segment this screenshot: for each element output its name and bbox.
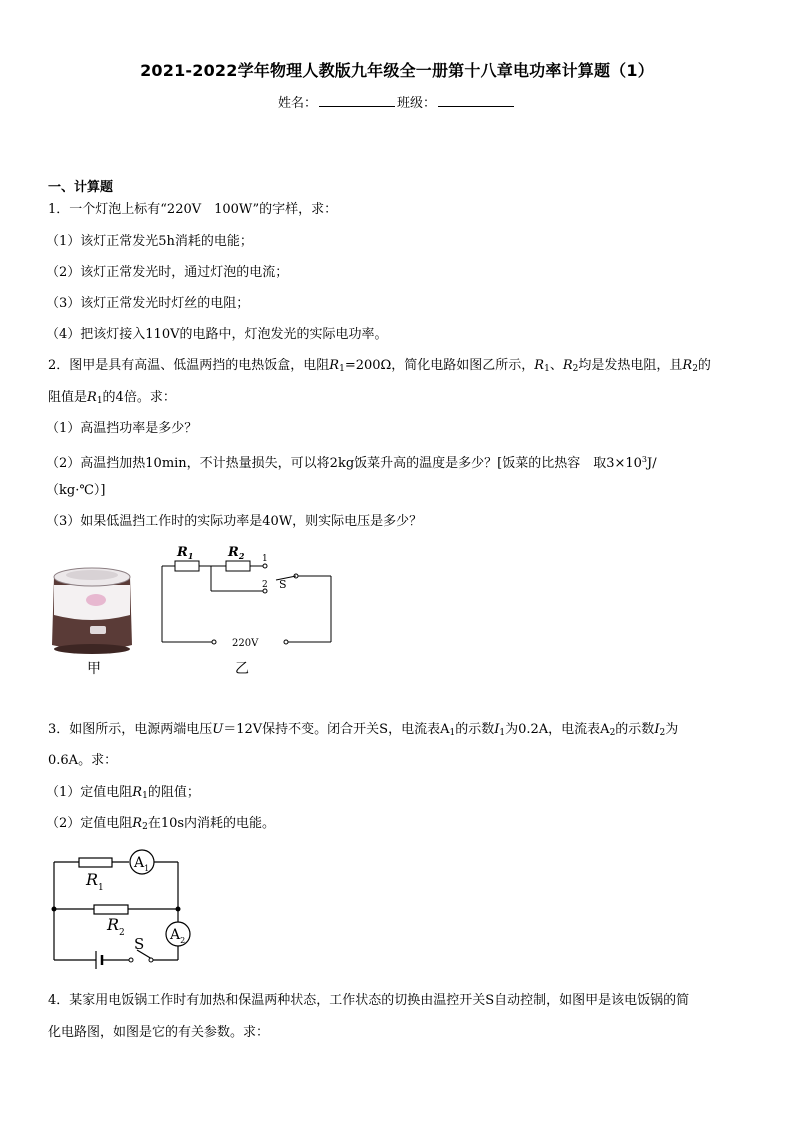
fig-label-yi: 乙 (235, 661, 249, 677)
resistor-r1 (175, 561, 199, 571)
source-220v-label: 220V (232, 638, 259, 649)
q3-part-1: （1）定值电阻$R_1$的阻值； (46, 785, 200, 801)
rice-cooker-image (52, 568, 132, 654)
q2-r2-label: $R_2$ (228, 545, 245, 561)
q2-part-1: （1）高温挡功率是多少？ (46, 421, 198, 436)
q2-r1-label: $R_1$ (177, 545, 194, 561)
q1-part-4: （4）把该灯接入110V的电路中，灯泡发光的实际电功率。 (46, 327, 388, 342)
resistor-r2 (94, 905, 128, 914)
q3-r1-label: $R_1$ (86, 870, 104, 893)
name-class-bar (0, 92, 794, 111)
q2-part-2-cont: （kg·℃）] (46, 483, 106, 498)
q4-stem-line2: 化电路图，如图是它的有关参数。求： (48, 1025, 270, 1040)
section-title: 一、计算题 (48, 180, 114, 195)
q3-r2-label: $R_2$ (107, 915, 125, 938)
q2-stem-line1: 2．图甲是具有高温、低温两挡的电热饭盒，电阻$R_1=200\Omega$，简化电路如图乙所示，$R_1$、$R_2$均是发热电阻，且$R_2$的 (48, 358, 711, 374)
q3-stem-line2: 0.6A。求： (48, 753, 118, 768)
resistor-r2 (226, 561, 250, 571)
a2-label: $A_2$ (170, 927, 186, 945)
q1-part-2: （2）该灯正常发光时，通过灯泡的电流； (46, 265, 289, 280)
q2-part-2: （2）高温挡加热10min，不计热量损失，可以将2kg饭菜升高的温度是多少？[饭菜的比热容 取$3\times 10^3J/$ (46, 455, 657, 471)
q4-stem-line1: 4．某家用电饭锅工作时有加热和保温两种状态，工作状态的切换由温控开关S自动控制，如图甲是该电饭锅的简 (48, 993, 690, 1008)
q2-part-3: （3）如果低温挡工作时的实际功率是40W，则实际电压是多少？ (46, 514, 423, 529)
class-label: 班级： (397, 96, 437, 111)
q3-stem-line1: 3．如图所示，电源两端电压U＝12V保持不变。闭合开关S，电流表$A_1$的示数$I_1$为0.2A，电流表$A_2$的示数$I_2$为 (48, 722, 679, 738)
page-title: 2021-2022学年物理人教版九年级全一册第十八章电功率计算题（1） (140, 61, 654, 80)
switch-pos-2: 2 (262, 580, 268, 590)
q2-figures (40, 545, 350, 680)
q1-stem: 1．一个灯泡上标有“220V 100W”的字样，求： (48, 202, 338, 217)
resistor-r1 (79, 858, 112, 867)
a1-label: $A_1$ (134, 855, 150, 873)
switch-s-label: S (279, 578, 287, 591)
name-label: 姓名： (277, 96, 317, 111)
q3-circuit-diagram (44, 845, 204, 970)
name-blank (319, 94, 395, 107)
class-blank (438, 94, 514, 107)
q2-circuit-diagram (162, 561, 331, 644)
q1-part-1: （1）该灯正常发光5h消耗的电能； (46, 234, 253, 249)
switch-pos-1: 1 (262, 554, 268, 564)
fig-label-jia: 甲 (87, 661, 101, 677)
q3-switch-label: S (134, 935, 145, 953)
q3-part-2: （2）定值电阻$R_2$在10s内消耗的电能。 (46, 816, 276, 832)
q1-part-3: （3）该灯正常发光时灯丝的电阻； (46, 296, 250, 311)
q2-stem-line2: 阻值是$R_1$的4倍。求： (48, 390, 176, 406)
